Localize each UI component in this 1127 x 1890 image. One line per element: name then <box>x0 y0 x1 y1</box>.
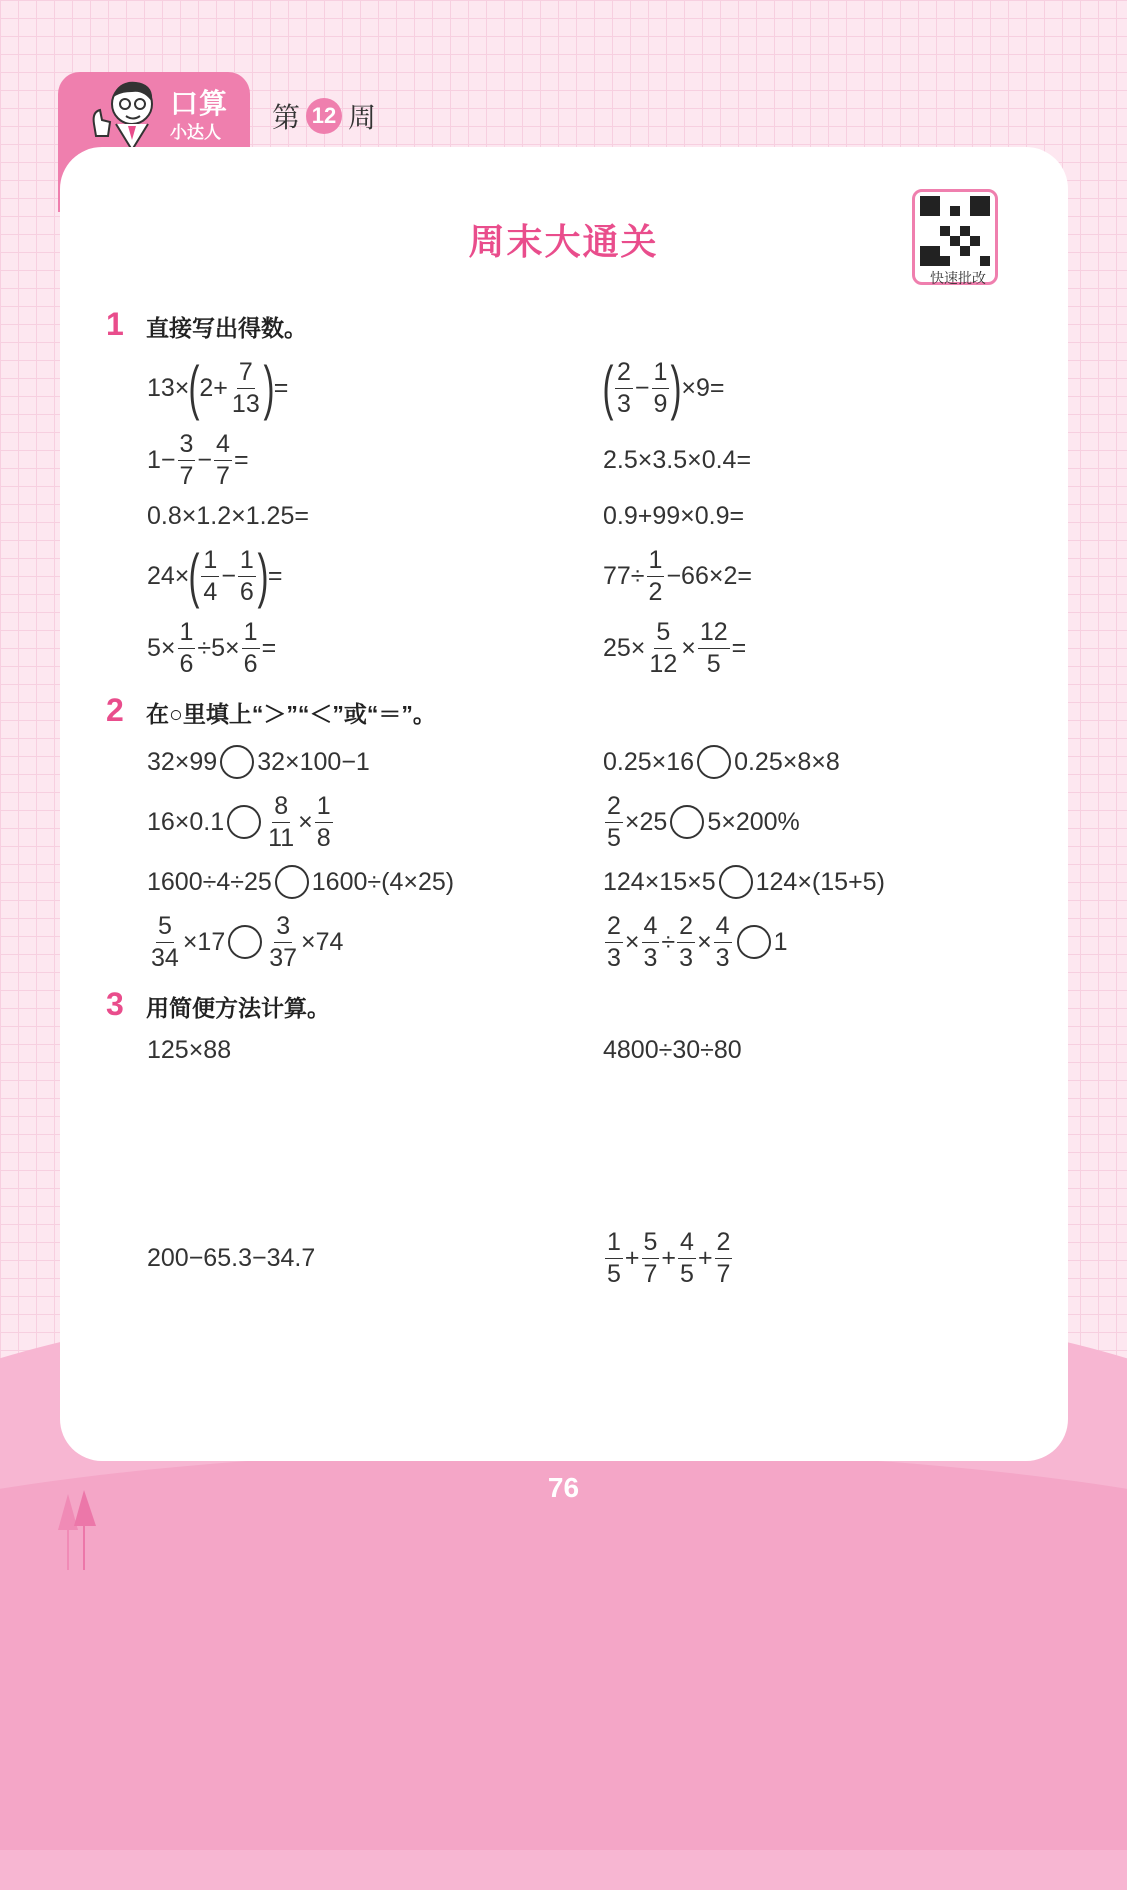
numerator: 2 <box>615 360 633 389</box>
s3-problem-2: 4800÷30÷80 <box>603 1035 742 1064</box>
fraction <box>715 1227 733 1288</box>
expr-text: 0.25×8×8 <box>734 747 840 776</box>
expr-text: − <box>197 445 213 474</box>
expr-text: 1600÷(4×25) <box>311 867 455 896</box>
expr-text: ×17 <box>182 927 226 956</box>
numerator: 4 <box>678 1230 696 1259</box>
expr-text: 5×200% <box>707 807 800 836</box>
numerator: 1 <box>238 548 256 577</box>
denominator: 5 <box>607 1259 621 1288</box>
fraction <box>678 1227 696 1288</box>
expr-text: = <box>261 633 277 662</box>
fraction <box>267 911 299 972</box>
denominator: 5 <box>607 823 621 852</box>
expr-text: + <box>661 1243 677 1272</box>
section-1-title: 直接写出得数。 <box>146 315 307 341</box>
s2-compare-3 <box>147 792 335 852</box>
expr-text: × <box>681 633 696 662</box>
expr-text: 0.25×16 <box>603 747 695 776</box>
s1-expression-6: 0.9+99×0.9= <box>603 501 745 530</box>
s2-compare-2 <box>603 732 840 792</box>
denominator: 34 <box>151 943 179 972</box>
denominator: 3 <box>643 943 658 972</box>
denominator: 7 <box>716 1259 731 1288</box>
s2-compare-4 <box>603 792 800 852</box>
qr-label: 快速批改 <box>930 270 986 286</box>
denominator: 6 <box>243 649 258 678</box>
expr-text: = <box>731 633 747 662</box>
fraction <box>201 545 219 606</box>
right-paren: ) <box>670 354 682 421</box>
expr-text: = <box>233 445 249 474</box>
s2-compare-5 <box>147 852 454 912</box>
fraction <box>642 911 660 972</box>
expr-text: ÷5× <box>197 633 240 662</box>
numerator: 8 <box>272 794 290 823</box>
s2-compare-1 <box>147 732 370 792</box>
denominator: 7 <box>179 461 194 490</box>
numerator: 1 <box>201 548 219 577</box>
numerator: 1 <box>242 620 260 649</box>
s2-compare-7 <box>147 912 343 972</box>
section-3-number: 3 <box>106 986 124 1022</box>
s1-expression-5: 0.8×1.2×1.25= <box>147 501 309 530</box>
denominator: 5 <box>680 1259 694 1288</box>
s2-compare-8 <box>603 912 787 972</box>
fraction <box>714 911 732 972</box>
denominator: 11 <box>268 823 295 852</box>
numerator: 4 <box>642 914 660 943</box>
numerator: 1 <box>652 360 670 389</box>
numerator: 3 <box>178 432 196 461</box>
numerator: 2 <box>715 1230 733 1259</box>
fraction <box>647 545 665 606</box>
expr-text: ×9= <box>681 373 725 402</box>
s2-compare-6 <box>603 852 885 912</box>
section-2-number: 2 <box>106 692 124 728</box>
denominator: 5 <box>706 649 721 678</box>
expr-text: + <box>624 1243 640 1272</box>
left-paren: ( <box>602 354 614 421</box>
expr-text: 16×0.1 <box>147 807 225 836</box>
numerator: 7 <box>237 360 255 389</box>
tab-title: 口算 <box>170 88 229 119</box>
s1-expression-1 <box>147 354 289 421</box>
expr-text: 24× <box>147 561 190 590</box>
fraction <box>149 911 181 972</box>
denominator: 2 <box>648 577 663 606</box>
background-wave-lower <box>0 1450 1127 1850</box>
numerator: 1 <box>605 1230 623 1259</box>
answer-circle[interactable] <box>670 805 704 839</box>
expr-text: 32×99 <box>147 747 218 776</box>
fraction <box>605 911 623 972</box>
fraction <box>242 617 260 678</box>
numerator: 12 <box>698 620 730 649</box>
numerator: 2 <box>605 794 623 823</box>
numerator: 4 <box>714 914 732 943</box>
denominator: 4 <box>203 577 218 606</box>
numerator: 1 <box>178 620 196 649</box>
qr-code[interactable] <box>912 189 998 285</box>
denominator: 8 <box>316 823 331 852</box>
expr-text: × <box>624 927 640 956</box>
s3-problem-1: 125×88 <box>147 1035 232 1064</box>
answer-circle[interactable] <box>697 745 731 779</box>
answer-circle[interactable] <box>227 805 261 839</box>
denominator: 3 <box>715 943 730 972</box>
numerator: 3 <box>274 914 292 943</box>
tree-icon <box>56 1490 100 1570</box>
denominator: 3 <box>607 943 621 972</box>
answer-circle[interactable] <box>719 865 753 899</box>
s1-expression-2 <box>602 354 725 421</box>
left-paren: ( <box>188 354 200 421</box>
fraction <box>605 1227 623 1288</box>
answer-circle[interactable] <box>228 925 262 959</box>
numerator: 4 <box>214 432 232 461</box>
expr-text: 5× <box>147 633 176 662</box>
week-indicator <box>272 96 376 136</box>
denominator: 7 <box>216 461 230 490</box>
fraction <box>605 791 623 852</box>
answer-circle[interactable] <box>220 745 254 779</box>
section-1-number: 1 <box>106 306 124 342</box>
week-prefix: 第 <box>272 102 301 133</box>
denominator: 9 <box>653 389 668 418</box>
fraction <box>677 911 695 972</box>
fraction <box>178 429 196 490</box>
answer-circle[interactable] <box>275 865 309 899</box>
numerator: 5 <box>642 1230 660 1259</box>
s1-expression-10 <box>603 618 746 678</box>
denominator: 12 <box>649 649 678 678</box>
fraction <box>315 791 333 852</box>
numerator: 2 <box>605 914 623 943</box>
expr-text: − <box>634 373 650 402</box>
s1-expression-7 <box>147 542 283 609</box>
numerator: 5 <box>654 620 672 649</box>
page-title: 周末大通关 <box>468 221 659 262</box>
expr-text: × <box>298 807 313 836</box>
mascot-icon <box>84 76 166 150</box>
qr-code-icon <box>920 196 990 266</box>
fraction <box>238 545 256 606</box>
section-2-title: 在○里填上“＞”“＜”或“＝”。 <box>146 701 436 727</box>
page-number: 76 <box>547 1472 580 1503</box>
section-3-title: 用简便方法计算。 <box>146 995 330 1021</box>
right-paren: ) <box>263 354 275 421</box>
expr-text: 25× <box>603 633 646 662</box>
expr-text: = <box>273 373 289 402</box>
denominator: 3 <box>616 389 631 418</box>
fraction <box>615 357 633 418</box>
denominator: 37 <box>269 943 298 972</box>
denominator: 6 <box>179 649 194 678</box>
answer-circle[interactable] <box>737 925 771 959</box>
week-suffix: 周 <box>348 102 377 133</box>
denominator: 6 <box>239 577 254 606</box>
numerator: 1 <box>647 548 665 577</box>
s3-problem-4 <box>603 1228 734 1288</box>
s1-expression-8 <box>603 546 752 606</box>
expr-text: 77÷ <box>603 561 645 590</box>
numerator: 1 <box>315 794 333 823</box>
expr-text: = <box>267 561 283 590</box>
fraction <box>642 1227 660 1288</box>
numerator: 2 <box>677 914 695 943</box>
expr-text: 13× <box>147 373 190 402</box>
left-paren: ( <box>188 542 200 609</box>
expr-text: + <box>697 1243 713 1272</box>
tab-subtitle: 小达人 <box>170 123 221 142</box>
s1-expression-4: 2.5×3.5×0.4= <box>603 445 752 474</box>
expr-text: ÷ <box>661 927 676 956</box>
denominator: 7 <box>643 1259 658 1288</box>
denominator: 13 <box>231 389 260 418</box>
expr-text: × <box>697 927 712 956</box>
expr-text: 1− <box>147 445 176 474</box>
fraction <box>266 791 296 852</box>
right-paren: ) <box>257 542 269 609</box>
expr-text: 32×100−1 <box>257 747 370 776</box>
expr-text: 124×15×5 <box>603 867 716 896</box>
denominator: 3 <box>679 943 694 972</box>
expr-text: −66×2= <box>666 561 752 590</box>
expr-text: − <box>221 561 236 590</box>
expr-text: 2+ <box>199 373 228 402</box>
expr-text: 124×(15+5) <box>755 867 885 896</box>
fraction <box>178 617 196 678</box>
fraction <box>647 617 679 678</box>
fraction <box>230 357 262 418</box>
expr-text: ×25 <box>624 807 668 836</box>
expr-text: 1 <box>773 927 788 956</box>
s1-expression-3 <box>147 430 249 490</box>
fraction <box>214 429 232 490</box>
expr-text: 1600÷4÷25 <box>147 867 272 896</box>
numerator: 5 <box>156 914 174 943</box>
expr-text: ×74 <box>301 927 344 956</box>
s1-expression-9 <box>147 618 276 678</box>
s3-problem-3: 200−65.3−34.7 <box>147 1243 316 1272</box>
fraction <box>698 617 730 678</box>
fraction <box>652 357 670 418</box>
week-number-badge: 12 <box>306 98 342 134</box>
